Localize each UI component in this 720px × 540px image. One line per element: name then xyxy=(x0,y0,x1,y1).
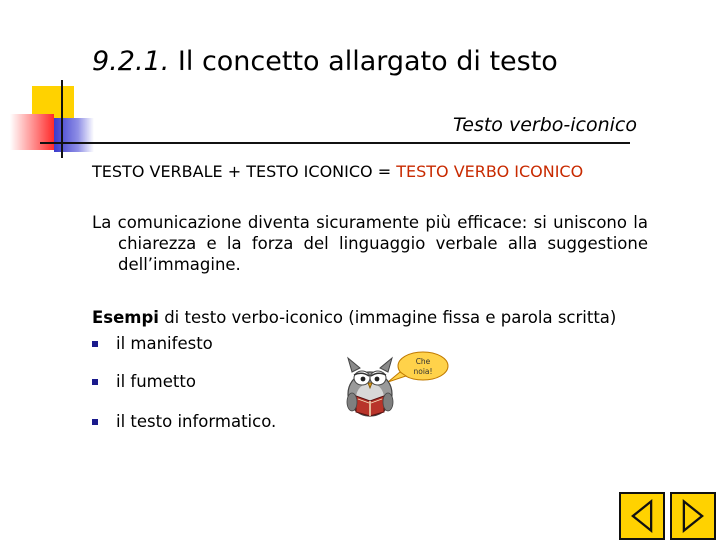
slide-subtitle: Testo verbo-iconico xyxy=(453,114,637,136)
formula-left: TESTO VERBALE + TESTO ICONICO = xyxy=(92,162,397,181)
list-item-label: il testo informatico. xyxy=(116,412,277,431)
title-number: 9.2.1. xyxy=(92,46,170,77)
list-item xyxy=(92,372,196,391)
body-paragraph xyxy=(92,212,648,275)
decor-blue-square xyxy=(54,118,94,152)
list-item-label: il manifesto xyxy=(116,334,213,353)
triangle-left-icon xyxy=(621,494,663,538)
paragraph-line: La comunicazione diventa sicuramente più efficace: si uniscono la xyxy=(92,213,648,232)
bullet-icon xyxy=(92,419,98,425)
decor-vertical-line xyxy=(61,80,63,158)
formula-result: TESTO VERBO ICONICO xyxy=(396,162,584,181)
owl-reading-icon xyxy=(338,348,450,420)
examples-heading xyxy=(92,308,616,327)
next-slide-button[interactable] xyxy=(670,492,716,540)
decor-red-square xyxy=(10,114,54,150)
formula-line xyxy=(92,162,583,181)
triangle-right-icon xyxy=(672,494,714,538)
paragraph-line: dell’immagine. xyxy=(118,255,241,274)
list-item xyxy=(92,412,276,431)
list-item-label: il fumetto xyxy=(116,372,196,391)
paragraph-line: chiarezza e la forza del linguaggio verbale alla suggestione xyxy=(118,234,648,253)
title-divider-line xyxy=(40,142,630,144)
speech-bubble-line-1: Che xyxy=(415,357,431,366)
list-item xyxy=(92,334,213,353)
bullet-icon xyxy=(92,379,98,385)
title-text: Il concetto allargato di testo xyxy=(177,46,558,77)
bullet-icon xyxy=(92,341,98,347)
speech-bubble-line-2: noia! xyxy=(413,367,433,376)
examples-bold: Esempi xyxy=(92,308,159,327)
examples-rest: di testo verbo-iconico (immagine fissa e parola scritta) xyxy=(158,308,617,327)
previous-slide-button[interactable] xyxy=(619,492,665,540)
slide-title xyxy=(92,46,558,77)
